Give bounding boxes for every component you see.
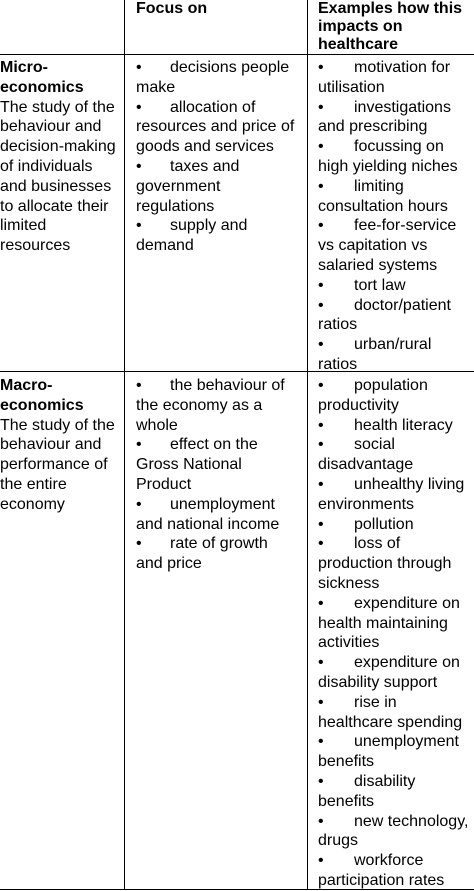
list-item: • urban/rural ratios [318, 336, 432, 373]
list-item: • loss of production through sickness [318, 535, 452, 592]
column-divider-2 [307, 0, 308, 890]
list-item: • tort law [318, 276, 406, 294]
list-item: • unhealthy living environments [318, 475, 465, 513]
bullet-icon: • [136, 157, 142, 175]
list-item: • social disadvantage [318, 436, 414, 474]
list-item: • doctor/patient ratios [318, 296, 451, 334]
header-row-divider [0, 54, 474, 55]
column-divider-1 [124, 0, 125, 890]
bullet-icon: • [136, 377, 142, 394]
bullet-icon: • [318, 812, 324, 830]
macro-examples-list [318, 376, 474, 891]
list-item: • fee-for-service vs capitation vs salaried systems [318, 217, 457, 274]
macro-focus-list [136, 376, 296, 574]
macro-definition: The study of the behaviour and performance of the entire economy [0, 416, 115, 513]
bullet-icon: • [318, 59, 324, 76]
list-item: • motivation for utilisation [318, 59, 451, 96]
bullet-icon: • [318, 772, 324, 790]
bullet-icon: • [318, 177, 324, 195]
list-item: • workforce participation rates [318, 852, 445, 889]
list-item: • expenditure on health maintaining activities [318, 594, 460, 652]
list-item: • the behaviour of the economy as a whole [136, 377, 285, 434]
bullet-icon: • [318, 535, 324, 553]
macro-term-cell [0, 376, 120, 515]
bullet-icon: • [136, 98, 142, 116]
bullet-icon: • [318, 276, 324, 294]
list-item: • allocation of resources and price of goods and services [136, 98, 295, 156]
list-item: • decisions people make [136, 59, 290, 96]
bullet-icon: • [318, 377, 324, 394]
bullet-icon: • [318, 733, 324, 751]
list-item: • taxes and government regulations [136, 157, 240, 215]
bullet-icon: • [318, 515, 324, 533]
bullet-icon: • [136, 217, 142, 235]
micro-definition: The study of the behaviour and decision-making of individuals and businesses to allocate their limited resources [0, 98, 116, 255]
micro-term: Micro-economics [0, 59, 84, 96]
list-item: • effect on the Gross National Product [136, 436, 258, 493]
header-focus-on: Focus on [136, 0, 208, 17]
micro-focus-list [136, 58, 296, 256]
bullet-icon: • [136, 495, 142, 513]
bullet-icon: • [318, 475, 324, 493]
list-item: • disability benefits [318, 772, 416, 810]
bullet-icon: • [318, 654, 324, 672]
list-item: • new technology, drugs [318, 812, 469, 850]
bullet-icon: • [318, 138, 324, 156]
bullet-icon: • [136, 59, 142, 76]
list-item: • health literacy [318, 416, 453, 434]
list-item: • pollution [318, 515, 414, 533]
list-item: • unemployment benefits [318, 733, 459, 771]
list-item: • limiting consultation hours [318, 177, 448, 215]
header-examples: Examples how this impacts on healthcare [318, 0, 463, 53]
list-item: • focussing on high yielding niches [318, 138, 458, 175]
bullet-icon: • [318, 416, 324, 434]
bullet-icon: • [318, 594, 324, 612]
micro-term-cell [0, 58, 120, 256]
bullet-icon: • [318, 436, 324, 454]
bullet-icon: • [318, 296, 324, 314]
list-item: • supply and demand [136, 217, 248, 255]
list-item: • rate of growth and price [136, 535, 268, 573]
list-item: • investigations and prescribing [318, 98, 451, 136]
list-item: • unemployment and national income [136, 495, 280, 533]
list-item: • rise in healthcare spending [318, 693, 463, 731]
bullet-icon: • [318, 336, 324, 354]
bullet-icon: • [318, 98, 324, 116]
bullet-icon: • [318, 852, 324, 870]
bullet-icon: • [136, 436, 142, 454]
macro-term: Macro-economics [0, 377, 84, 414]
bullet-icon: • [318, 693, 324, 711]
list-item: • expenditure on disability support [318, 654, 460, 691]
bullet-icon: • [318, 217, 324, 235]
list-item: • population productivity [318, 377, 428, 414]
bullet-icon: • [136, 535, 142, 553]
micro-examples-list [318, 58, 474, 375]
